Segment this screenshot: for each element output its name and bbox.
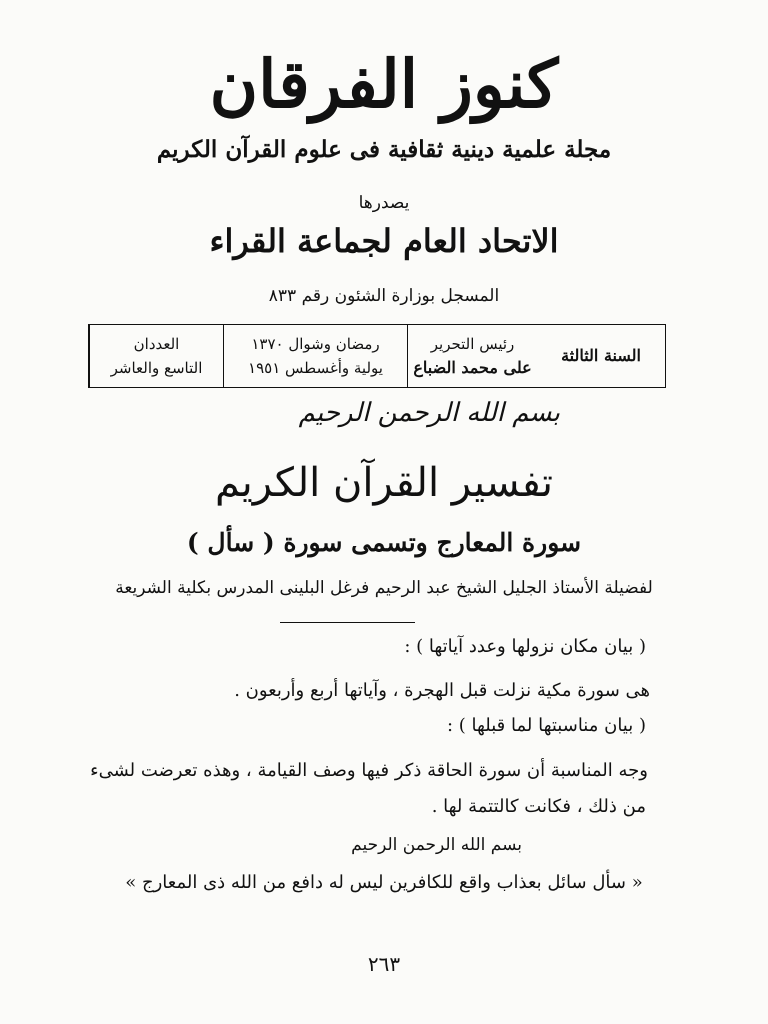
year-label: السنة الثالثة [561,346,641,365]
basmala-inline: بسم الله الرحمن الرحيم [351,835,522,855]
quran-verse: « سأل سائل بعذاب واقع للكافرين ليس له دافع من الله ذى المعارج » [125,872,643,893]
page-number: ٢٦٣ [367,952,401,976]
issues-label: العددان [133,335,180,353]
editor-cell [407,325,537,387]
date-hijri: رمضان وشوال ١٣٧٠ [251,335,380,353]
issue-info-box [88,324,666,388]
paragraph-revelation: هى سورة مكية نزلت قبل الهجرة ، وآياتها أربع وأربعون . [234,680,650,701]
registration-line: المسجل بوزارة الشئون رقم ٨٣٣ [268,286,500,306]
issues-value: التاسع والعاشر [110,359,203,377]
editor-name: على محمد الضباع [413,358,532,377]
masthead-title: كنوز الفرقان [209,45,559,123]
heading-revelation: ( بيان مكان نزولها وعدد آياتها ) : [404,636,646,657]
date-cell [223,325,407,387]
masthead-subtitle: مجلة علمية دينية ثقافية فى علوم القرآن الكريم [156,136,612,163]
divider-rule [280,622,415,623]
author-line: لفضيلة الأستاذ الجليل الشيخ عبد الرحيم فرغل البلينى المدرس بكلية الشريعة [115,578,653,598]
publisher-name: الاتحاد العام لجماعة القراء [209,222,559,260]
issues-cell [89,325,223,387]
section-title: تفسير القرآن الكريم [215,460,553,506]
surah-title: سورة المعارج وتسمى سورة ( سأل ) [186,528,582,557]
date-gregorian: يولية وأغسطس ١٩٥١ [248,359,383,377]
paragraph-relation-line-1: وجه المناسبة أن سورة الحاقة ذكر فيها وصف القيامة ، وهذه تعرضت لشىء [90,760,648,781]
editor-label: رئيس التحرير [430,335,515,353]
heading-relation: ( بيان مناسبتها لما قبلها ) : [446,715,646,736]
paragraph-relation-line-2: من ذلك ، فكانت كالتتمة لها . [431,796,646,817]
basmala-header: بسم الله الرحمن الرحيم [298,398,560,428]
publisher-label: يصدرها [358,193,410,213]
year-cell [537,325,665,387]
